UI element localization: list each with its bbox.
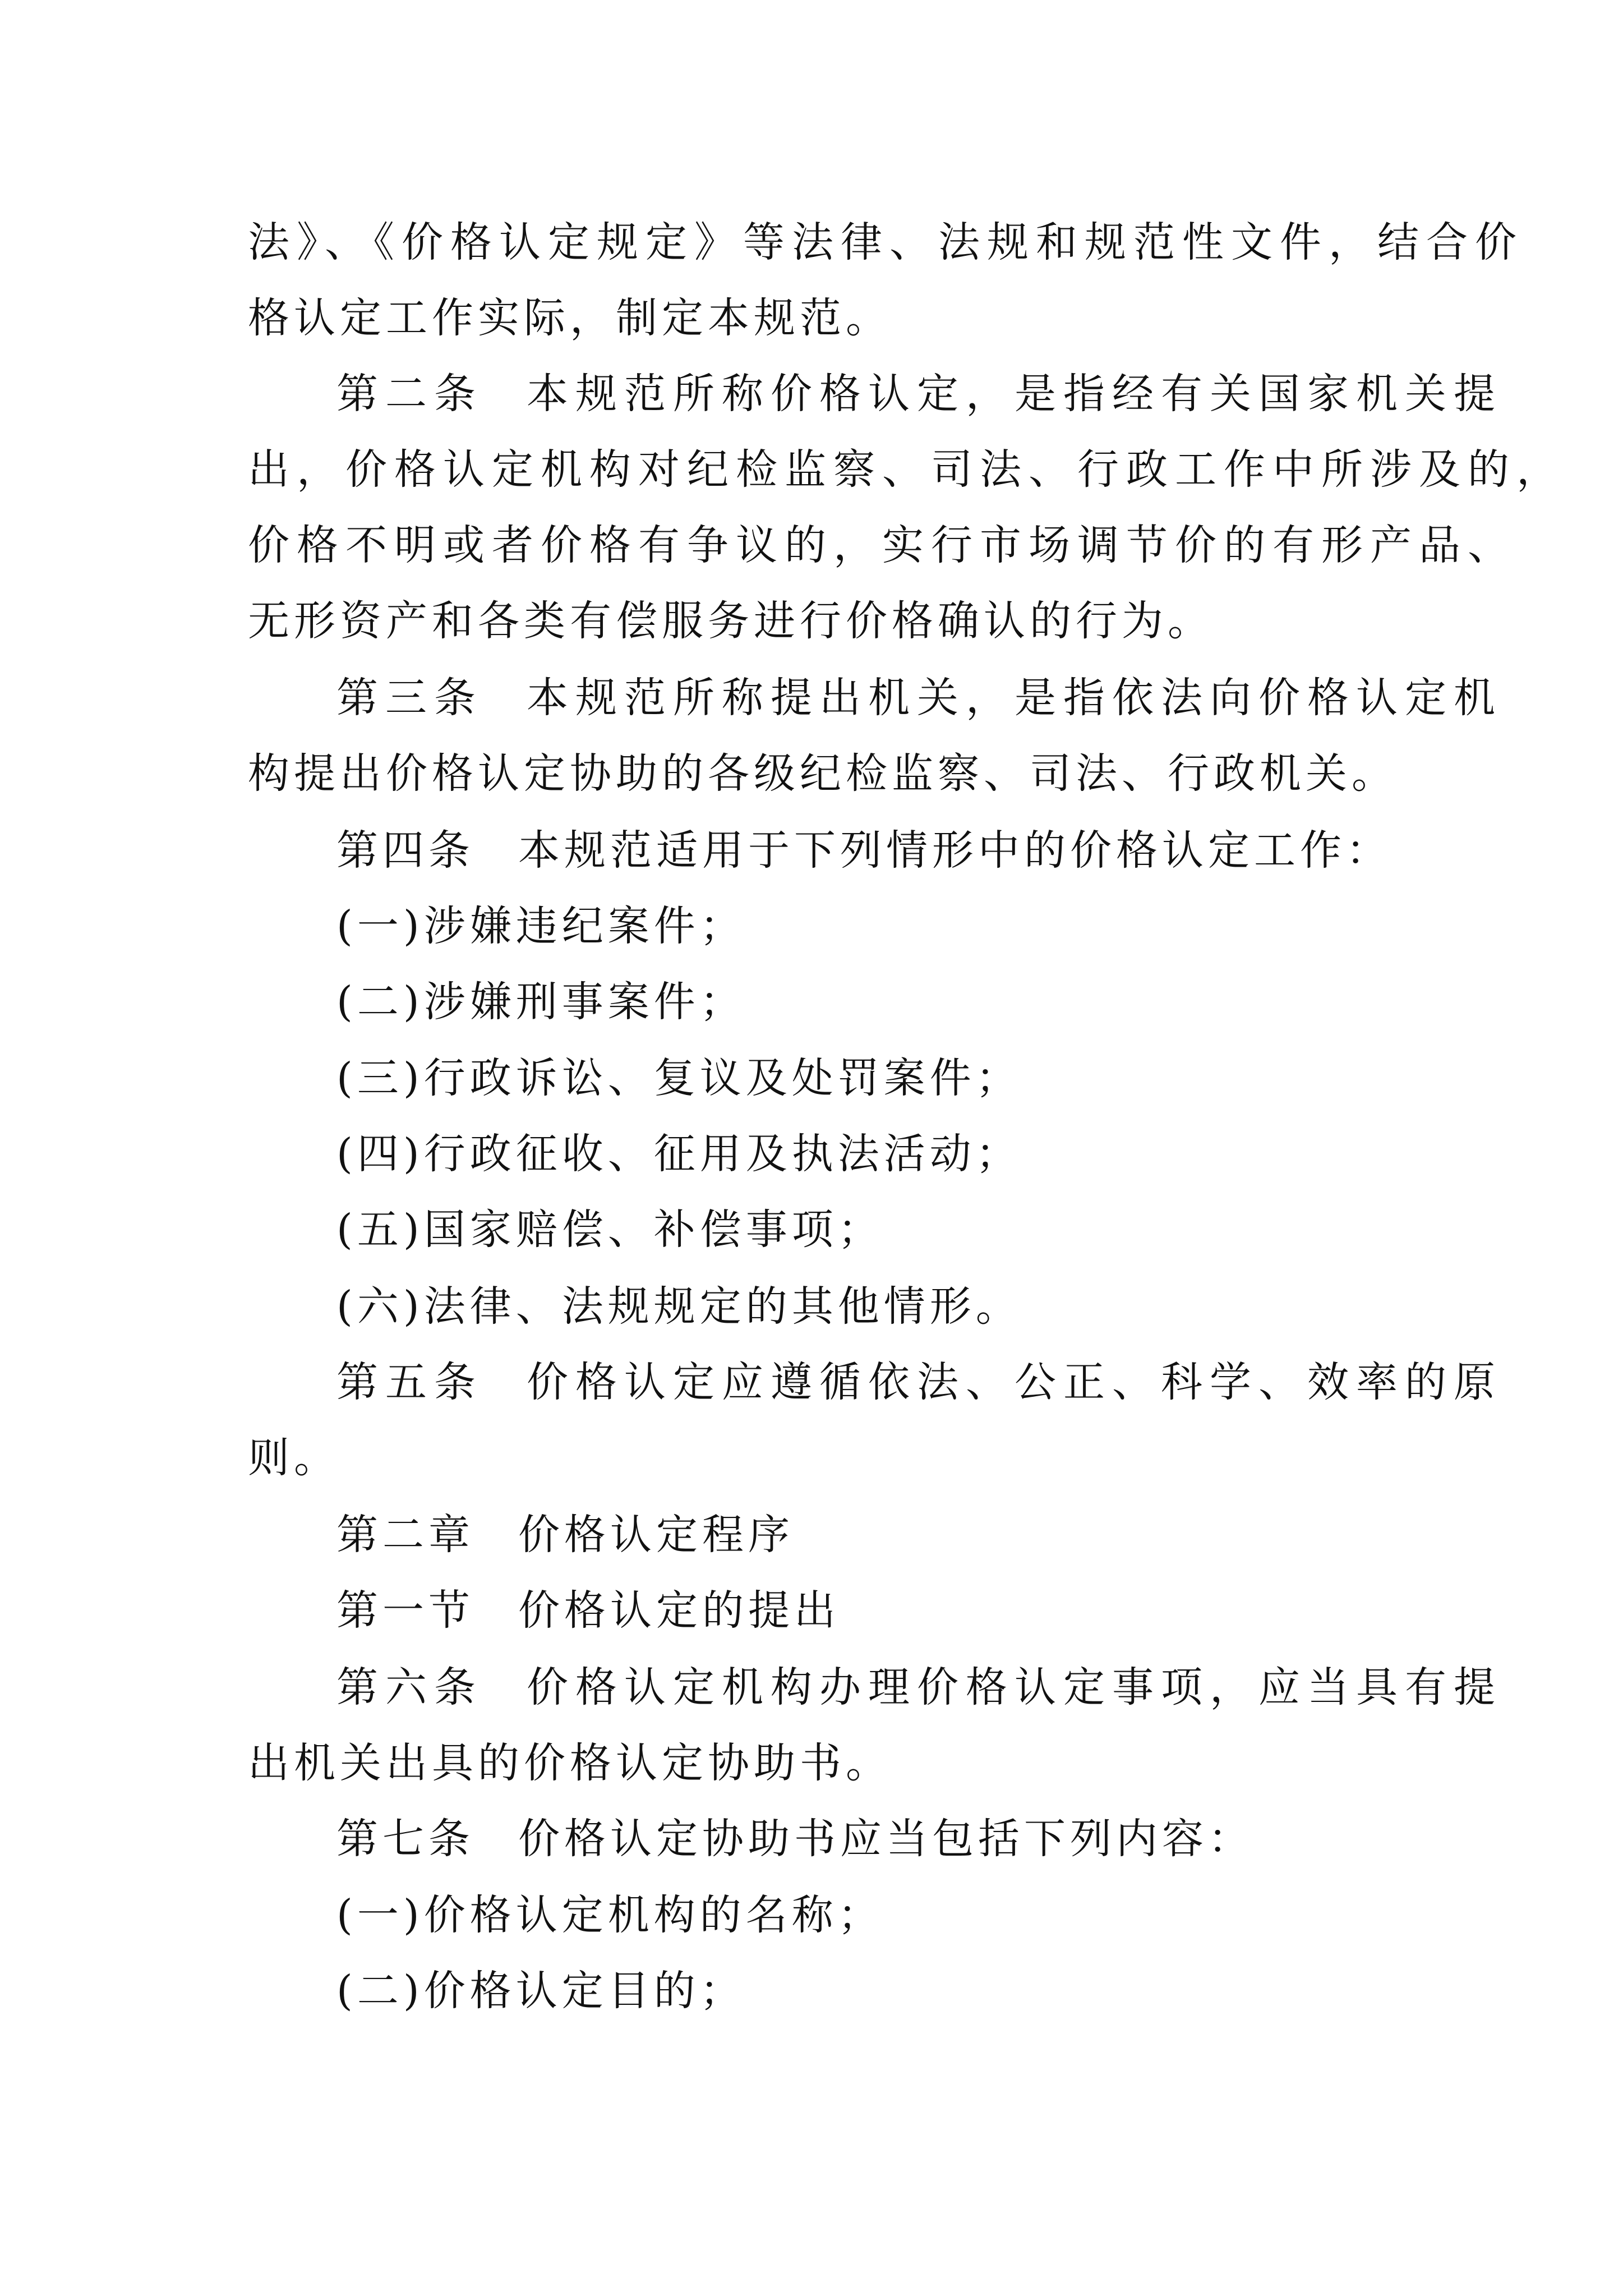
article-number: 第六条 (336, 1663, 483, 1711)
article-number: 第七条 (336, 1815, 474, 1863)
line-text: (五)国家赔偿、补偿事项； (336, 1205, 884, 1254)
body-line (248, 1430, 340, 1486)
article-line (336, 366, 1502, 422)
line-text: (一)涉嫌违纪案件； (336, 902, 746, 950)
body-line (248, 1735, 892, 1791)
line-text: 本规范适用于下列情形中的价格认定工作： (518, 826, 1392, 875)
list-item (336, 1887, 884, 1943)
line-text: (三)行政诉讼、复议及处罚案件； (336, 1054, 1022, 1102)
chapter-title: 价格认定程序 (518, 1511, 794, 1559)
list-item (336, 898, 746, 954)
article-line (336, 1659, 1502, 1715)
line-text: 无形资产和各类有偿服务进行价格确认的行为。 (248, 597, 1214, 645)
line-text: (六)法律、法规规定的其他情形。 (336, 1282, 1022, 1331)
line-text: 构提出价格认定协助的各级纪检监察、司法、行政机关。 (248, 749, 1398, 798)
line-text: (二)价格认定目的； (336, 1967, 746, 2015)
line-text: 出机关出具的价格认定协助书。 (248, 1739, 892, 1787)
chapter-heading (336, 1507, 794, 1563)
article-number: 第三条 (336, 674, 483, 722)
section-heading (336, 1582, 840, 1639)
list-item (336, 1278, 1022, 1335)
body-line (248, 517, 1516, 573)
article-number: 第二条 (336, 370, 483, 418)
body-line (248, 746, 1398, 802)
line-text: (四)行政征收、征用及执法活动； (336, 1130, 1022, 1178)
list-item (336, 1050, 1022, 1106)
line-text: 本规范所称价格认定，是指经有关国家机关提 (527, 370, 1502, 418)
article-line (336, 1811, 1254, 1867)
article-line (336, 670, 1502, 726)
body-line (248, 290, 892, 346)
body-line (248, 214, 1524, 270)
line-text: (二)涉嫌刑事案件； (336, 978, 746, 1026)
line-text: 价格认定机构办理价格认定事项，应当具有提 (527, 1663, 1502, 1711)
list-item (336, 1126, 1022, 1182)
list-item (336, 1963, 746, 2019)
list-item (336, 1202, 884, 1258)
article-number: 第五条 (336, 1358, 483, 1406)
line-text: 本规范所称提出机关，是指依法向价格认定机 (527, 674, 1502, 722)
line-text: 法》、《价格认定规定》等法律、法规和规范性文件，结合价 (248, 218, 1524, 266)
line-text: 价格认定应遵循依法、公正、科学、效率的原 (527, 1358, 1502, 1406)
article-line (336, 822, 1392, 878)
section-number: 第一节 (336, 1586, 474, 1635)
line-text: 则。 (248, 1434, 340, 1482)
body-line (248, 441, 1565, 498)
line-text: 格认定工作实际，制定本规范。 (248, 294, 892, 342)
chapter-number: 第二章 (336, 1511, 474, 1559)
article-line (336, 1354, 1502, 1410)
list-item (336, 974, 746, 1030)
line-text: 价格不明或者价格有争议的，实行市场调节价的有形产品、 (248, 521, 1516, 569)
section-title: 价格认定的提出 (518, 1586, 840, 1635)
line-text: (一)价格认定机构的名称； (336, 1891, 884, 1939)
body-line (248, 593, 1214, 649)
line-text: 出，价格认定机构对纪检监察、司法、行政工作中所涉及的， (248, 445, 1565, 494)
line-text: 价格认定协助书应当包括下列内容： (518, 1815, 1254, 1863)
article-number: 第四条 (336, 826, 474, 875)
